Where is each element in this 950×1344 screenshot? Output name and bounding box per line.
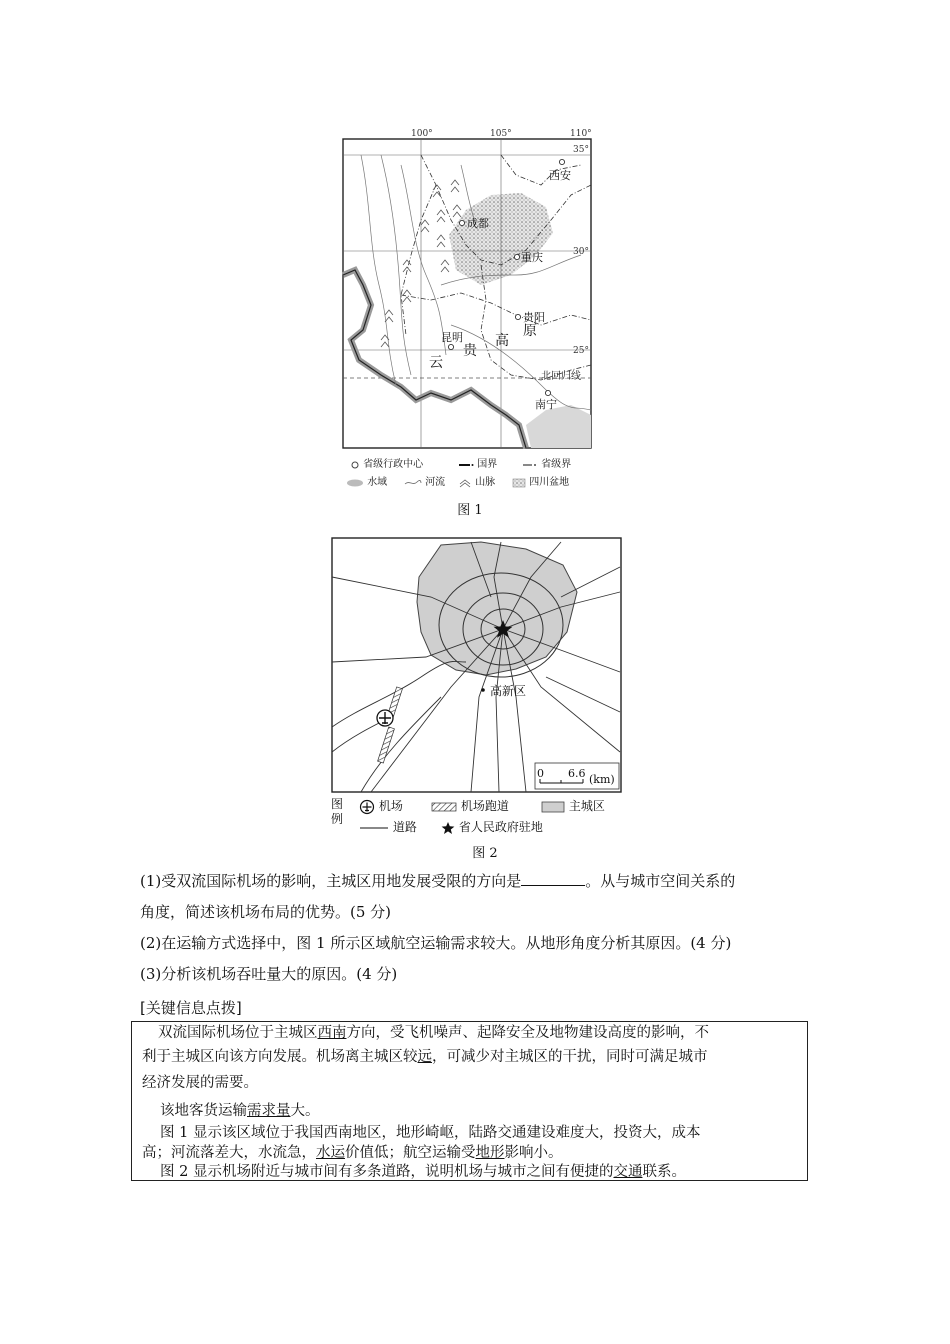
lat-30: 30° bbox=[573, 247, 589, 257]
text: 影响小。 bbox=[504, 1145, 563, 1161]
lon-100: 100° bbox=[411, 129, 433, 139]
lon-110: 110° bbox=[570, 129, 592, 139]
figure2-caption: 图 2 bbox=[472, 846, 498, 861]
key-info-p3-line1: 图 1 显示该区域位于我国西南地区，地形崎岖，陆路交通建设难度大，投资大，成本 bbox=[160, 1125, 701, 1141]
underlined-terrain: 地形 bbox=[475, 1145, 505, 1161]
underlined-traffic: 交通 bbox=[613, 1164, 643, 1180]
basin-icon bbox=[512, 478, 526, 488]
provincial-border-icon bbox=[522, 460, 538, 470]
question-1-text-a: (1)受双流国际机场的影响，主城区用地发展受限的方向是 bbox=[140, 872, 522, 890]
water-icon bbox=[346, 478, 364, 488]
tropic-label: 北回归线 bbox=[541, 371, 581, 382]
city-kunming: 昆明 bbox=[441, 331, 463, 344]
key-info-heading: [关键信息点拨] bbox=[140, 999, 242, 1017]
figure2-map bbox=[331, 537, 622, 793]
key-info-p1-line1 bbox=[158, 1022, 797, 1044]
plateau-char-gui: 贵 bbox=[463, 343, 477, 359]
plateau-char-gao: 高 bbox=[495, 333, 509, 349]
key-info-p2 bbox=[160, 1100, 797, 1122]
legend-city-label: 省级行政中心 bbox=[363, 459, 424, 470]
text: 利于主城区向该方向发展。机场离主城区较 bbox=[142, 1049, 418, 1065]
legend2-title: 图例 bbox=[331, 797, 344, 826]
text: 联系。 bbox=[642, 1164, 686, 1180]
city-guiyang: 贵阳 bbox=[523, 311, 545, 324]
star-icon bbox=[441, 821, 455, 835]
city-chengdu: 成都 bbox=[467, 217, 489, 230]
figure1-caption: 图 1 bbox=[457, 503, 483, 518]
text: 图 2 显示机场附近与城市间有多条道路，说明机场与城市之间有便捷的 bbox=[160, 1164, 614, 1180]
question-1-blank[interactable] bbox=[521, 871, 585, 886]
lon-105: 105° bbox=[490, 129, 512, 139]
mountain-icon bbox=[458, 478, 472, 488]
plateau-char-yun: 云 bbox=[429, 355, 443, 371]
underlined-far: 远 bbox=[417, 1049, 432, 1065]
city-dot-icon bbox=[350, 460, 360, 470]
question-3: (3)分析该机场吞吐量大的原因。(4 分) bbox=[140, 965, 398, 983]
legend-river-label: 河流 bbox=[425, 477, 446, 488]
figure1-legend bbox=[344, 455, 594, 489]
label-gaoxin: 高新区 bbox=[490, 684, 527, 698]
question-1-line1 bbox=[140, 870, 735, 892]
text: ，可减少对主城区的干扰，同时可满足城市 bbox=[432, 1049, 708, 1065]
plateau-char-yuan: 原 bbox=[523, 323, 537, 339]
legend-provincial-border-label: 省级界 bbox=[541, 459, 572, 470]
text: 价值低；航空运输受 bbox=[345, 1145, 476, 1161]
legend2-runway-label: 机场跑道 bbox=[460, 799, 509, 813]
key-info-p1-line2 bbox=[142, 1046, 797, 1068]
legend2-airport-label: 机场 bbox=[378, 799, 403, 813]
river-icon bbox=[404, 478, 422, 488]
scale-unit: (km) bbox=[589, 773, 615, 786]
key-info-p4 bbox=[160, 1161, 797, 1183]
road-icon bbox=[359, 823, 389, 833]
airport-icon bbox=[359, 799, 375, 815]
question-2: (2)在运输方式选择中，图 1 所示区域航空运输需求较大。从地形角度分析其原因。(4 分) bbox=[140, 934, 732, 952]
scale-value: 6.6 bbox=[568, 767, 586, 780]
legend2-road-label: 道路 bbox=[392, 820, 417, 834]
underlined-southwest: 西南 bbox=[317, 1025, 347, 1041]
figure1-map bbox=[341, 125, 594, 450]
national-border-icon bbox=[458, 460, 474, 470]
legend-mountain-label: 山脉 bbox=[475, 477, 496, 488]
legend2-main-city-label: 主城区 bbox=[568, 799, 605, 813]
underlined-demand: 需求量 bbox=[247, 1103, 291, 1119]
legend-basin-label: 四川盆地 bbox=[529, 477, 570, 488]
text: 该地客货运输 bbox=[160, 1103, 247, 1119]
main-city-area-icon bbox=[541, 801, 565, 813]
figure2-legend bbox=[331, 797, 622, 837]
lat-25: 25° bbox=[573, 346, 589, 356]
question-1-text-b: 。从与城市空间关系的 bbox=[585, 872, 736, 890]
city-xian: 西安 bbox=[549, 169, 571, 182]
text: 方向，受飞机噪声、起降安全及地物建设高度的影响，不 bbox=[346, 1025, 709, 1041]
key-info-p1-line3: 经济发展的需要。 bbox=[142, 1075, 258, 1091]
legend-water-label: 水域 bbox=[367, 477, 388, 488]
airport-marker bbox=[377, 710, 393, 726]
city-chongqing: 重庆 bbox=[521, 251, 543, 264]
city-nanning: 南宁 bbox=[535, 398, 557, 411]
legend2-star-label: 省人民政府驻地 bbox=[458, 820, 543, 834]
question-1-line2: 角度，简述该机场布局的优势。(5 分) bbox=[140, 903, 392, 921]
underlined-water-transport: 水运 bbox=[316, 1145, 345, 1161]
text: 高；河流落差大，水流急， bbox=[142, 1145, 316, 1161]
lat-35: 35° bbox=[573, 145, 589, 155]
legend-national-border-label: 国界 bbox=[477, 459, 498, 470]
scale-zero: 0 bbox=[537, 767, 544, 780]
text: 大。 bbox=[290, 1103, 320, 1119]
runway-icon bbox=[431, 801, 457, 813]
key-info-box bbox=[131, 1021, 808, 1181]
text: 双流国际机场位于主城区 bbox=[158, 1025, 318, 1041]
